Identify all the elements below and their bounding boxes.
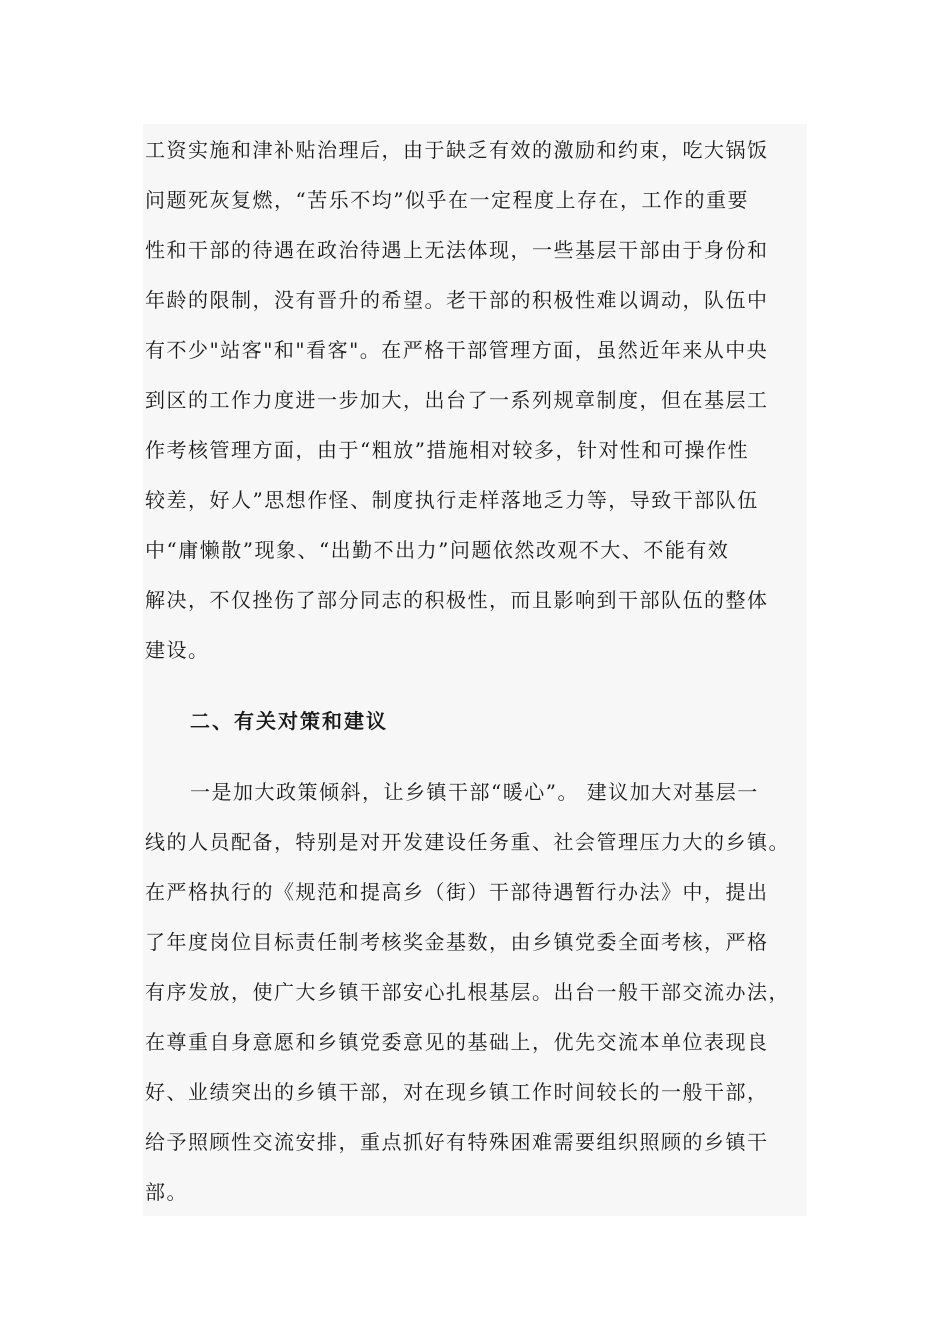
paragraph-line: 工资实施和津补贴治理后，由于缺乏有效的激励和约束，吃大锅饭 [145, 138, 769, 162]
paragraph-line: 较差，好人”思想作怪、制度执行走样落地乏力等，导致干部队伍 [145, 488, 759, 512]
paragraph-line: 有不少"站客"和"看客"。在严格干部管理方面，虽然近年来从中央 [145, 338, 769, 362]
paragraph-line: 线的人员配备，特别是对开发建设任务重、社会管理压力大的乡镇。 [145, 830, 790, 854]
paragraph-line: 作考核管理方面，由于“粗放”措施相对较多，针对性和可操作性 [145, 438, 749, 462]
paragraph-line: 性和干部的待遇在政治待遇上无法体现，一些基层干部由于身份和 [145, 238, 769, 262]
paragraph-line: 建设。 [145, 638, 210, 662]
section-heading: 二、有关对策和建议 [190, 709, 388, 733]
paragraph-line: 给予照顾性交流安排，重点抓好有特殊困难需要组织照顾的乡镇干 [145, 1130, 769, 1154]
paragraph-line: 解决，不仅挫伤了部分同志的积极性，而且影响到干部队伍的整体 [145, 588, 769, 612]
paragraph-line: 中“庸懒散”现象、“出勤不出力”问题依然改观不大、不能有效 [145, 538, 730, 562]
paragraph-line: 了年度岗位目标责任制考核奖金基数，由乡镇党委全面考核，严格 [145, 930, 769, 954]
paragraph-line: 在严格执行的《规范和提高乡（街）干部待遇暂行办法》中，提出 [145, 880, 769, 904]
paragraph-line: 在尊重自身意愿和乡镇党委意见的基础上，优先交流本单位表现良 [145, 1030, 769, 1054]
paragraph-line: 到区的工作力度进一步加大，出台了一系列规章制度，但在基层工 [145, 388, 769, 412]
paragraph-line: 一是加大政策倾斜，让乡镇干部“暖心”。 建议加大对基层一 [190, 780, 759, 804]
paragraph-line: 问题死灰复燃，“苦乐不均”似乎在一定程度上存在，工作的重要 [145, 188, 749, 212]
paragraph-line: 好、业绩突出的乡镇干部，对在现乡镇工作时间较长的一般干部， [145, 1080, 769, 1104]
paragraph-line: 年龄的限制，没有晋升的希望。老干部的积极性难以调动，队伍中 [145, 288, 769, 312]
paragraph-line: 部。 [145, 1180, 188, 1204]
paragraph-line: 有序发放，使广大乡镇干部安心扎根基层。出台一般干部交流办法， [145, 980, 790, 1004]
